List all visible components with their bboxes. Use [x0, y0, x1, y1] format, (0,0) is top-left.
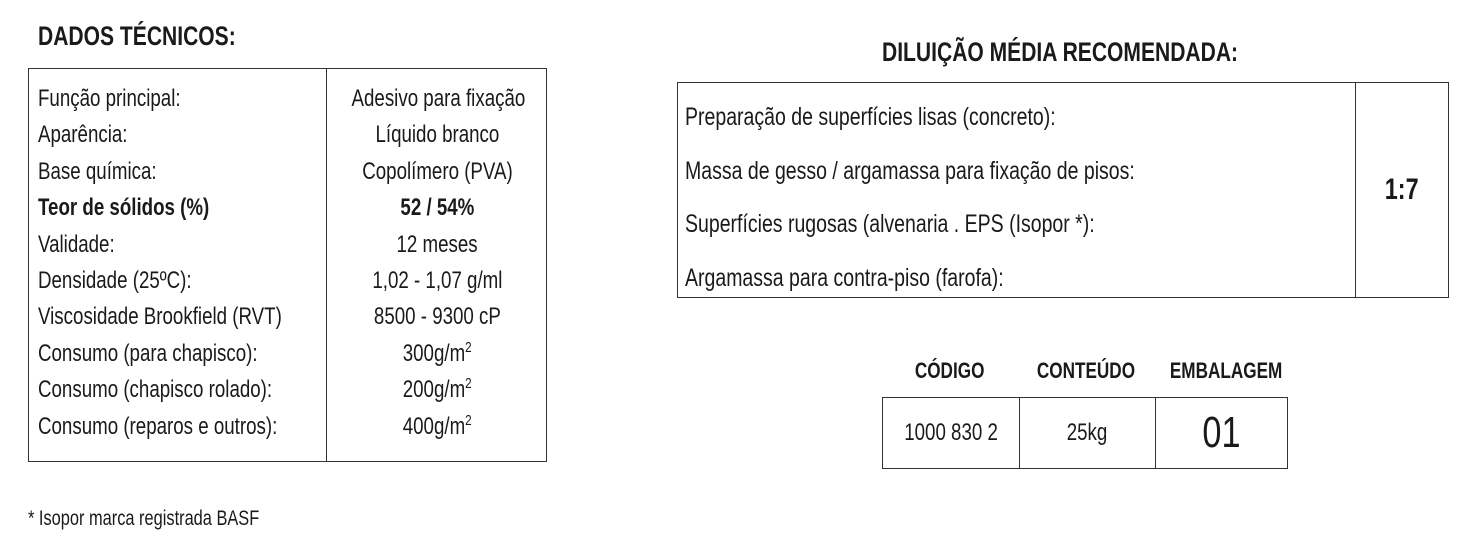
- row-value: $300g/m^2$: [402, 338, 472, 367]
- table-row: [29, 81, 546, 117]
- product-package-cell: 01: [1155, 398, 1287, 468]
- table-row: [29, 227, 546, 263]
- row-value: 1,02 - 1,07 g/ml: [371, 266, 503, 294]
- table-row: [29, 154, 546, 190]
- product-table: [882, 397, 1288, 469]
- product-code-cell: 1000 830 2: [904, 419, 998, 446]
- table-row: [29, 409, 546, 445]
- technical-data-heading: DADOS TÉCNICOS:: [38, 21, 236, 51]
- table-row: [29, 372, 546, 408]
- table-row: [29, 117, 546, 153]
- dilution-item: Superfícies rugosas (alvenaria . EPS (Isopor *):: [685, 210, 1095, 238]
- dilution-item: Preparação de superfícies lisas (concreto):: [685, 103, 1056, 131]
- dilution-heading: DILUIÇÃO MÉDIA RECOMENDADA:: [882, 37, 1239, 67]
- row-label: Aparência:: [38, 121, 128, 149]
- superscript: 2: [464, 338, 472, 356]
- dilution-item: Argamassa para contra-piso (farofa):: [685, 263, 1004, 292]
- table-row-highlight: [29, 190, 546, 226]
- row-label: Validade:: [38, 230, 115, 258]
- row-label: Base química:: [38, 157, 157, 185]
- row-label: Função principal:: [38, 85, 181, 112]
- superscript: 2: [464, 375, 472, 393]
- row-label: Consumo (reparos e outros):: [38, 412, 278, 440]
- table-row: [29, 263, 546, 299]
- dilution-table: [677, 82, 1449, 298]
- table-row: [29, 336, 546, 372]
- dilution-item: Massa de gesso / argamassa para fixação de pisos:: [685, 156, 1135, 185]
- row-label: Teor de sólidos (%): [38, 194, 210, 222]
- row-value: Adesivo para fixação: [351, 85, 526, 112]
- row-label: Consumo (chapisco rolado):: [38, 376, 273, 404]
- row-value: 52 / 54%: [400, 194, 474, 222]
- technical-data-table: [28, 68, 547, 462]
- row-label: Densidade (25ºC):: [38, 266, 192, 294]
- code-header: CÓDIGO: [915, 358, 985, 383]
- row-value: 12 meses: [396, 230, 478, 258]
- footnote: * Isopor marca registrada BASF: [28, 507, 260, 530]
- row-label: Viscosidade Brookfield (RVT): [38, 303, 282, 331]
- table-row: [29, 299, 546, 335]
- superscript: 2: [464, 411, 472, 429]
- row-label: Consumo (para chapisco):: [38, 339, 258, 367]
- package-header: EMBALAGEM: [1169, 358, 1283, 383]
- product-content-cell: 25kg: [1019, 398, 1155, 468]
- row-value: $400g/m^2$: [402, 411, 472, 440]
- content-header: CONTEÚDO: [1036, 358, 1136, 383]
- row-value: 8500 - 9300 cP: [373, 303, 501, 331]
- row-value: Copolímero (PVA): [361, 157, 513, 185]
- row-value: $200g/m^2$: [402, 375, 472, 404]
- row-value: Líquido branco: [375, 121, 499, 149]
- dilution-ratio: 1:7: [1385, 173, 1419, 206]
